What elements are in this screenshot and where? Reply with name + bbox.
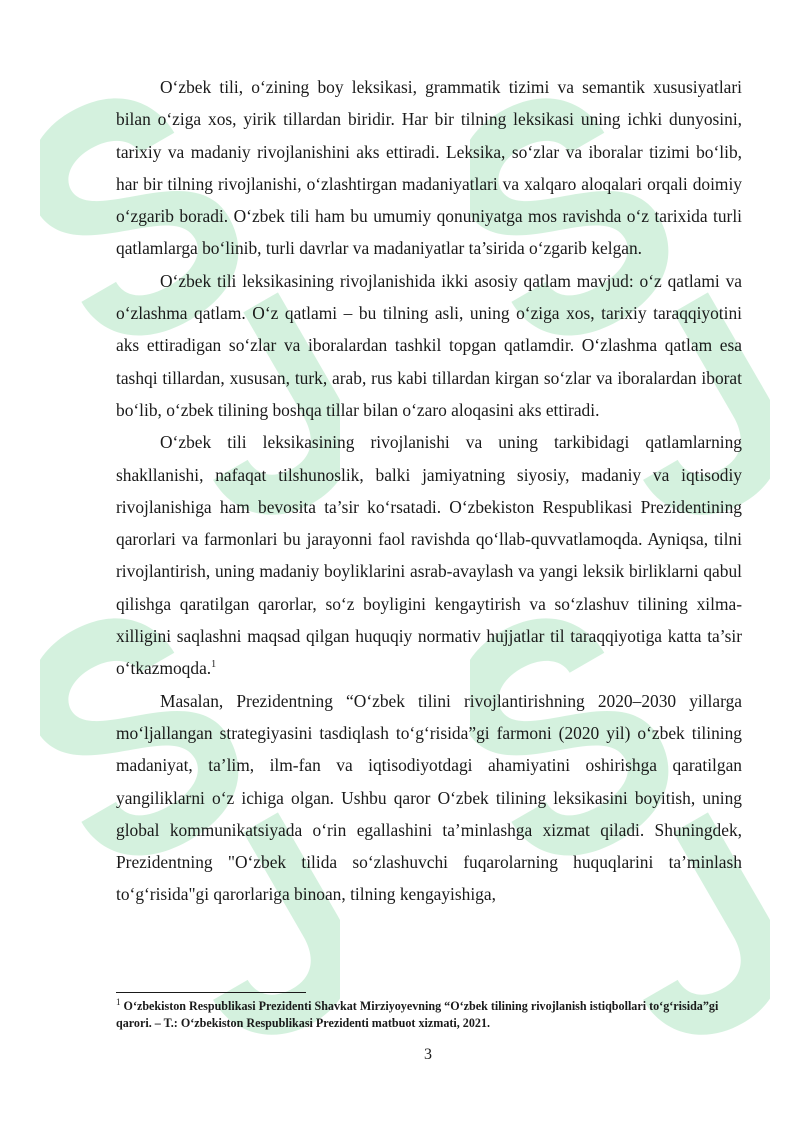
paragraph-3-text: O‘zbek tili leksikasining rivojlanishi va uning tarkibidagi qatlamlarning shakllanishi, nafaqat tilshunoslik, balki jamiyatning siyosiy, madaniy va iqtisodiy rivojlanishiga ham bevosita ta’sir ko‘rsatadi. O‘zbekiston Respublikasi Prezidentining qarorlari va farmonlari bu jarayonni faol ravishda qo‘llab-quvvatlamoqda. Ayniqsa, tilni rivojlantirish, uning madaniy boyliklarini asrab-avaylash va yangi leksik birliklarni qabul qilishga qaratilgan qarorlar, so‘z boyligini kengaytirish va so‘zlashuv tilining xilma-xilligini saqlashni maqsad qilgan huquqiy normativ hujjatlar til taraqqiyotiga katta ta’sir o‘tkazmoqda. bbox=[116, 432, 742, 679]
document-body bbox=[116, 71, 742, 911]
paragraph-1-text: O‘zbek tili, o‘zining boy leksikasi, grammatik tizimi va semantik xususiyatlari bilan o‘ziga xos, yirik tillardan biridir. Har bir tilning leksikasi uning ichki dunyosini, tarixiy va madaniy rivojlanishini aks ettiradi. Leksika, so‘zlar va iboralar tizimi bo‘lib, har bir tilning rivojlanishi, o‘zlashtirgan madaniyatlari va xalqaro aloqalari orqali doimiy o‘zgarib boradi. O‘zbek tili ham bu umumiy qonuniyatga mos ravishda o‘z tarixida turli qatlamlarga bo‘linib, turli davrlar va madaniyatlar ta’sirida o‘zgarib kelgan. bbox=[116, 77, 742, 259]
paragraph-4 bbox=[116, 685, 742, 911]
page-number: 3 bbox=[424, 1046, 432, 1063]
paragraph-2-text: O‘zbek tili leksikasining rivojlanishida ikki asosiy qatlam mavjud: o‘z qatlami va o‘zlashma qatlam. O‘z qatlami – bu tilning asli, uning o‘ziga xos, tarixiy taraqqiyotini aks ettiradigan so‘zlar va iboralardan tashkil topgan qatlamdir. O‘zlashma qatlam esa tashqi tillardan, xususan, turk, arab, rus kabi tillardan kirgan so‘zlar va iboralardan iborat bo‘lib, o‘zbek tilining boshqa tillar bilan o‘zaro aloqasini aks ettiradi. bbox=[116, 270, 742, 420]
paragraph-1 bbox=[116, 71, 742, 265]
paragraph-4-text: Masalan, Prezidentning “O‘zbek tilini rivojlantirishning 2020–2030 yillarga mo‘ljallangan strategiyasini tasdiqlash to‘g‘risida”gi farmoni (2020 yil) o‘zbek tilining madaniyat, ta’lim, ilm-fan va iqtisodiyotdagi ahamiyatini oshirishga qaratilgan yangiliklarni o‘z ichiga olgan. Ushbu qaror O‘zbek tilining leksikasini boyitish, uning global kommunikatsiyada o‘rin egallashini ta’minlashga xizmat qiladi. Shuningdek, Prezidentning "O‘zbek tilida so‘zlashuvchi fuqarolarning huquqlarini ta’minlash to‘g‘risida"gi qarorlariga binoan, tilning kengayishiga, bbox=[116, 690, 742, 905]
footnote-text: O‘zbekiston Respublikasi Prezidenti Shavkat Mirziyoyevning “O‘zbek tilining rivojlanish istiqbollari to‘g‘risida”gi qarori. – T.: O‘zbekiston Respublikasi Prezidenti matbuot xizmati, 2021. bbox=[116, 999, 719, 1030]
footnote-separator bbox=[116, 992, 306, 993]
paragraph-3 bbox=[116, 426, 742, 684]
footnote bbox=[116, 998, 742, 1031]
paragraph-2 bbox=[116, 265, 742, 426]
footnote-reference[interactable]: 1 bbox=[211, 659, 217, 671]
footnote-marker: 1 bbox=[116, 996, 121, 1007]
